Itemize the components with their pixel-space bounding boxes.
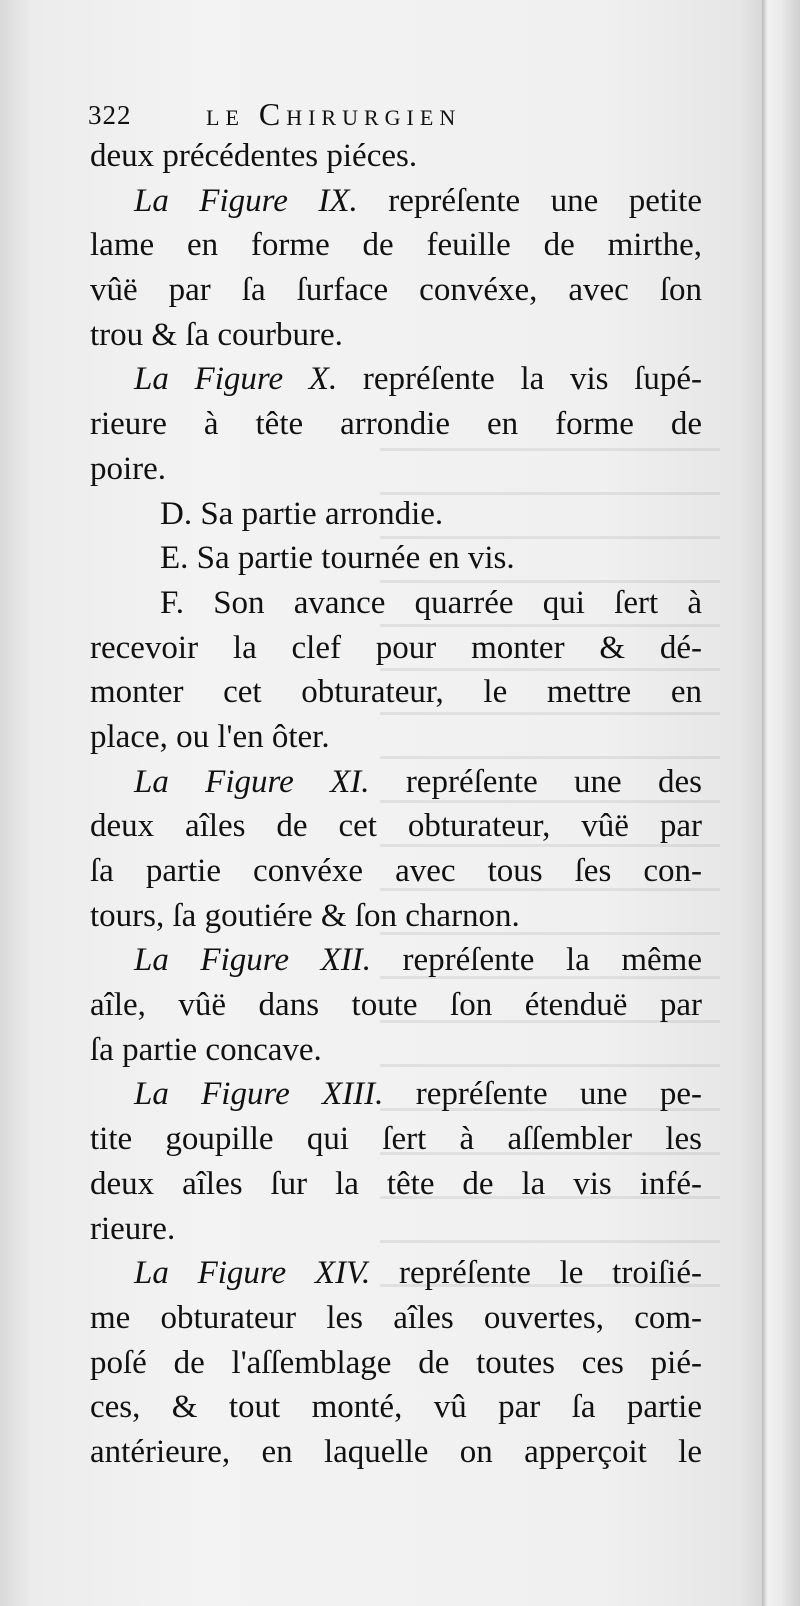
- text-line: rieure à tête arrondie en forme de: [90, 406, 702, 443]
- figure-reference: La Figure IX.: [134, 182, 358, 219]
- text-line: ſa partie convéxe avec tous ſes con-: [90, 853, 702, 889]
- text-line: place, ou l'en ôter.: [90, 718, 330, 755]
- figure-reference: La Figure X.: [134, 361, 338, 398]
- running-title: le Chirurgien: [206, 96, 462, 132]
- text-fragment: repréſente une petite: [357, 182, 702, 219]
- text-line: [90, 179, 702, 224]
- text-fragment: repréſente une des: [369, 763, 703, 800]
- legend-item: D. Sa partie arrondie.: [160, 495, 444, 532]
- figure-reference: La Figure XI.: [134, 763, 370, 800]
- text-line: tours, ſa goutiére & ſon charnon.: [90, 897, 520, 934]
- text-fragment: repréſente une pe-: [383, 1076, 702, 1113]
- text-line: ces, & tout monté, vû par ſa partie: [90, 1389, 702, 1426]
- text-line: deux aîles ſur la tête de la vis infé-: [90, 1165, 702, 1202]
- text-line: trou & ſa courbure.: [90, 316, 343, 353]
- text-line: lame en forme de feuille de mirthe,: [90, 227, 702, 264]
- text-line: aîle, vûë dans toute ſon étenduë par: [90, 987, 702, 1024]
- text-line: rieure.: [90, 1210, 176, 1247]
- text-line: [90, 760, 702, 805]
- text-line: poire.: [90, 450, 167, 487]
- legend-item: E. Sa partie tournée en vis.: [160, 540, 515, 577]
- text-line: deux précédentes piéces.: [90, 138, 418, 174]
- text-line: deux aîles de cet obturateur, vûë par: [90, 808, 702, 845]
- text-line: tite goupille qui ſert à aſſembler les: [90, 1121, 702, 1158]
- page-edge: [762, 0, 800, 1606]
- text-line: poſé de l'aſſemblage de toutes ces pié-: [90, 1344, 702, 1381]
- legend-item: F. Son avance quarrée qui ſert à: [160, 584, 702, 621]
- body-text: [90, 134, 702, 1475]
- page-number: 322: [88, 100, 132, 130]
- figure-reference: La Figure XIV.: [134, 1255, 371, 1292]
- text-line: vûë par ſa ſurface convéxe, avec ſon: [90, 272, 702, 309]
- figure-reference: La Figure XIII.: [134, 1076, 384, 1113]
- text-line: recevoir la clef pour monter & dé-: [90, 629, 702, 666]
- text-line: [90, 938, 702, 983]
- text-line: ſa partie concave.: [90, 1031, 322, 1068]
- text-line: me obturateur les aîles ouvertes, com-: [90, 1299, 702, 1336]
- text-fragment: repréſente la même: [370, 942, 702, 979]
- text-line: [90, 357, 702, 402]
- figure-reference: La Figure XII.: [134, 942, 371, 979]
- text-line: [90, 1072, 702, 1117]
- text-line: [90, 1251, 702, 1296]
- text-fragment: repréſente le troiſié-: [370, 1255, 702, 1292]
- text-line: antérieure, en laquelle on apperçoit le: [90, 1433, 702, 1470]
- text-fragment: repréſente la vis ſupé-: [337, 361, 702, 398]
- text-line: monter cet obturateur, le mettre en: [90, 674, 702, 711]
